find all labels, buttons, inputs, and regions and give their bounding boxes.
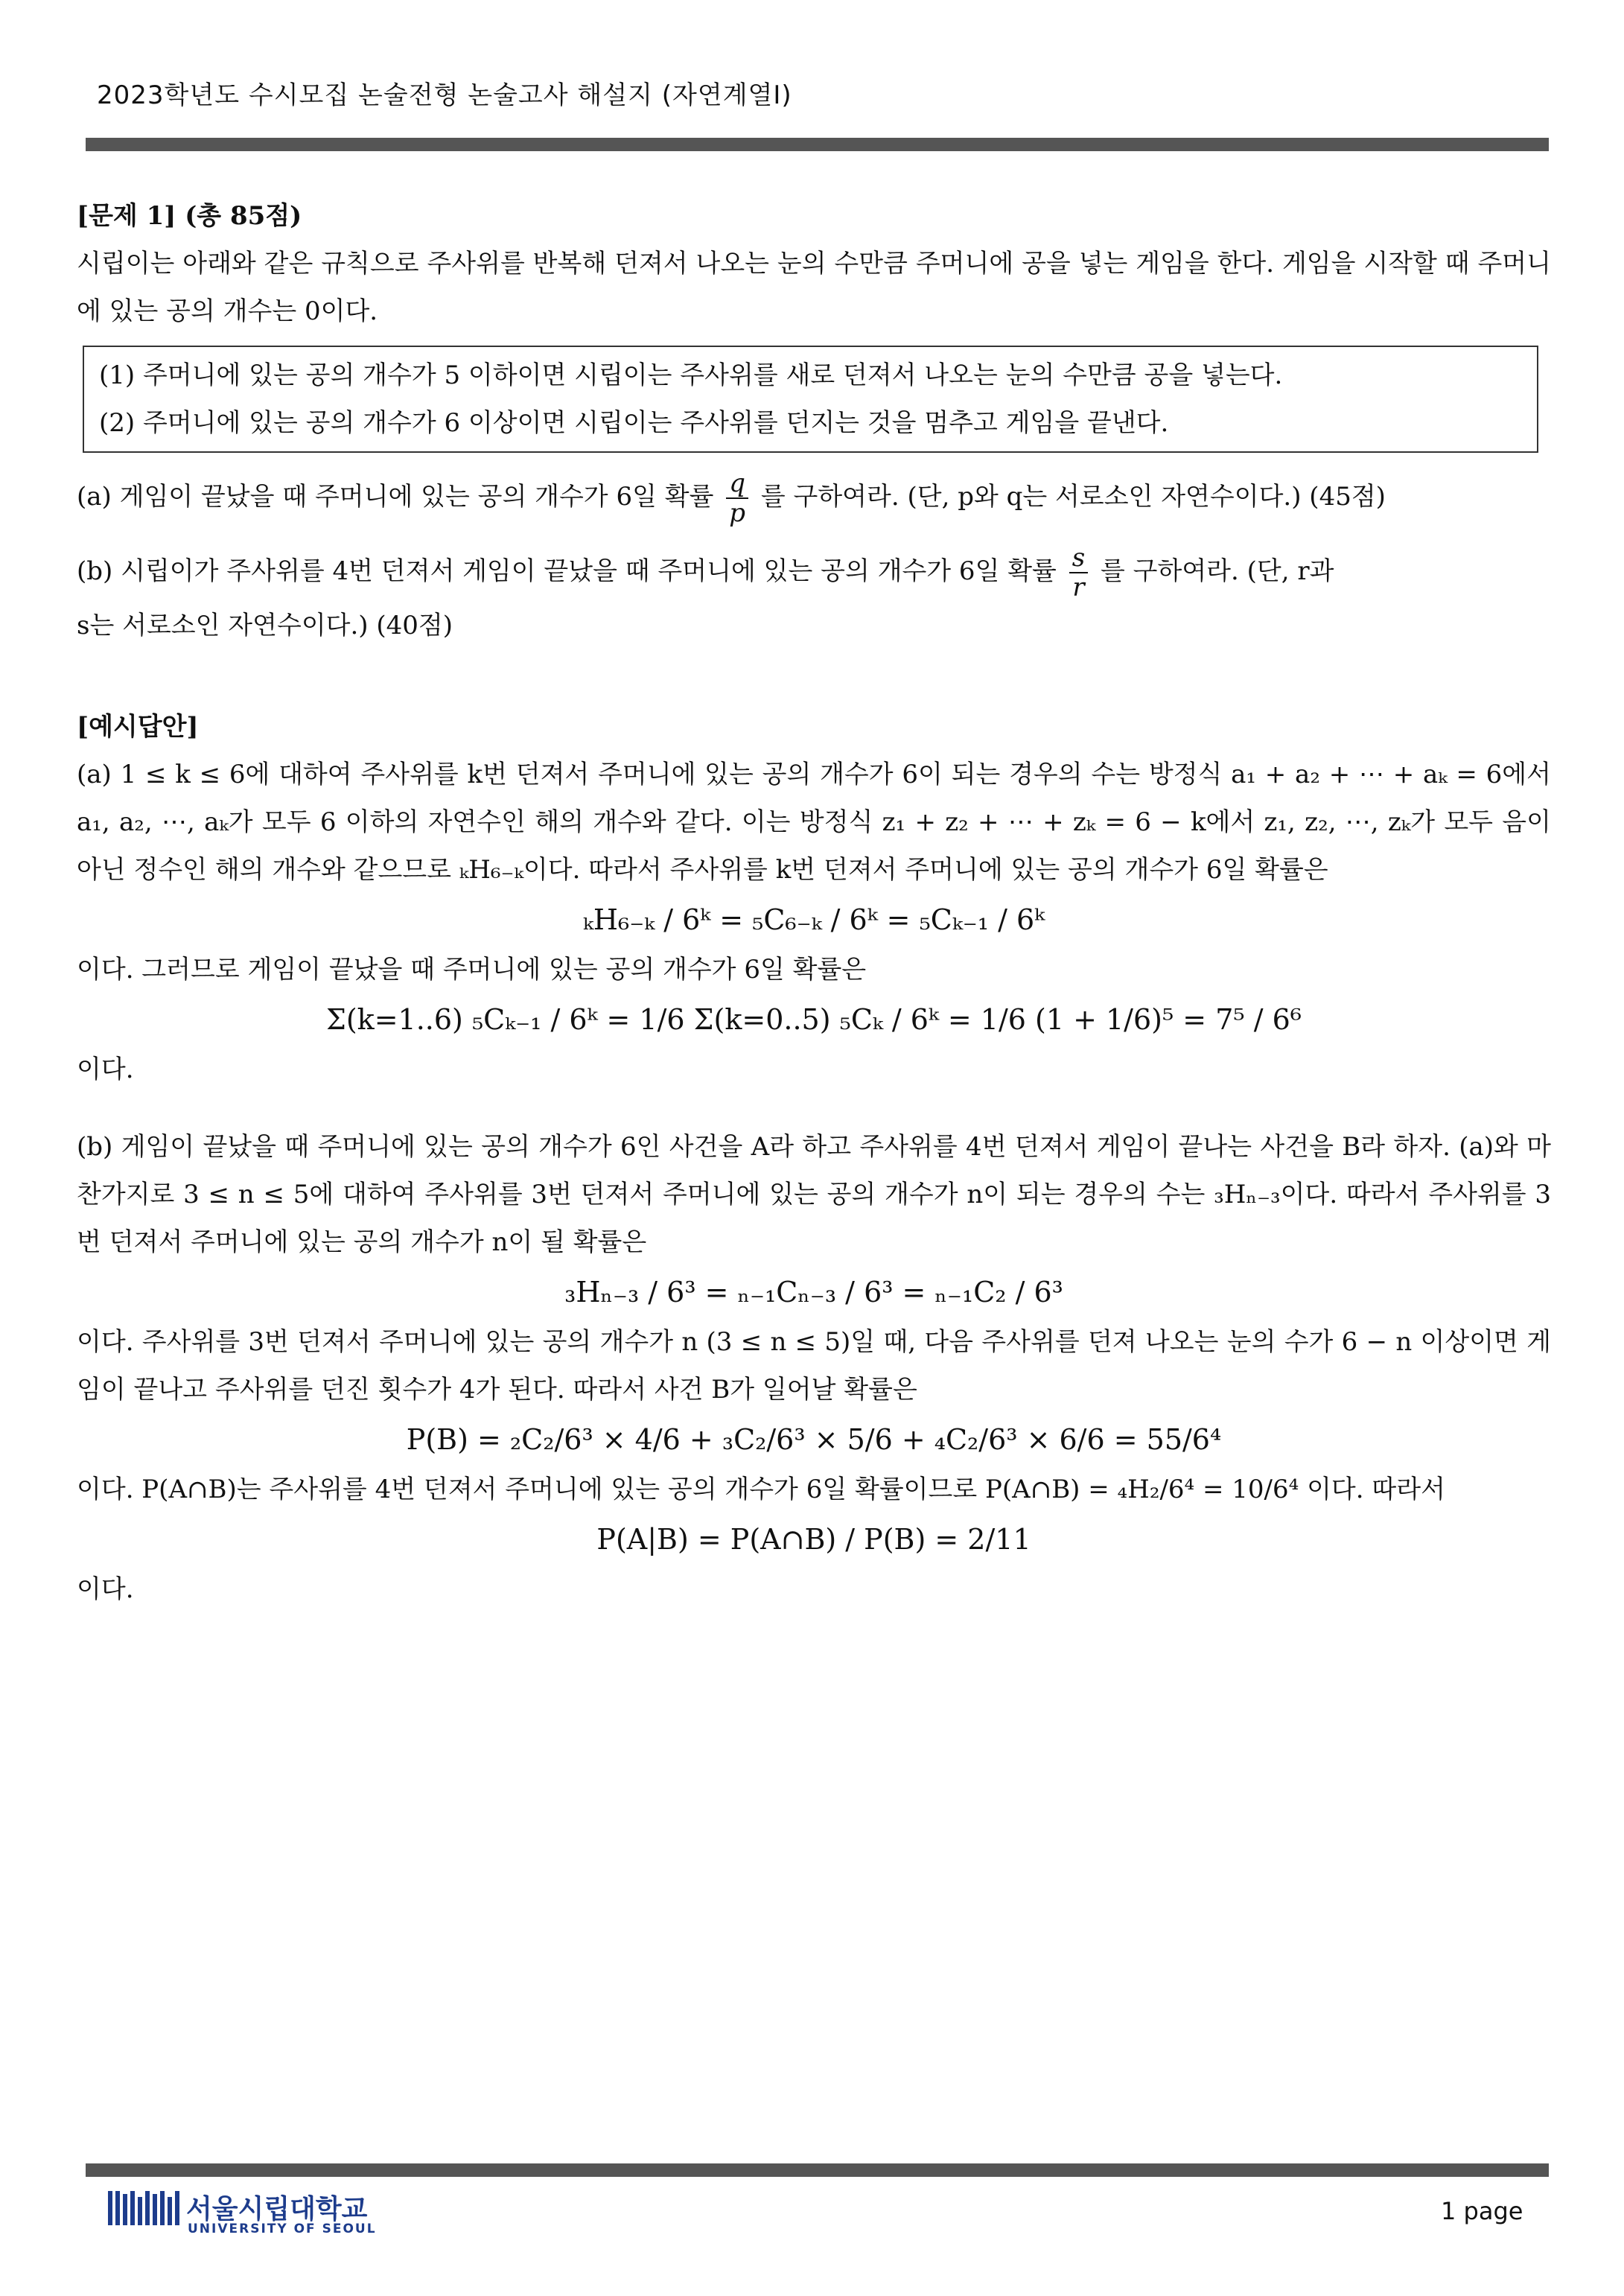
answer-a-equation-1: ₖH₆₋ₖ / 6ᵏ = ₅C₆₋ₖ / 6ᵏ = ₅Cₖ₋₁ / 6ᵏ: [582, 903, 1045, 936]
answer-b-end: 이다.: [77, 1574, 134, 1604]
answer-b-equation-3: P(A|B) = P(A∩B) / P(B) = 2/11: [596, 1523, 1031, 1556]
question-b-text: (b) 시립이가 주사위를 4번 던져서 게임이 끝났을 때 주머니에 있는 공의 개수가 6일 확률: [77, 556, 1057, 586]
footer-rule: [86, 2163, 1549, 2177]
answer-b-equation-1: ₃Hₙ₋₃ / 6³ = ₙ₋₁Cₙ₋₃ / 6³ = ₙ₋₁C₂ / 6³: [564, 1276, 1063, 1308]
answer-a-end: 이다.: [77, 1055, 134, 1084]
question-b-fraction: $\frac{s}{r}$: [1069, 544, 1088, 602]
university-name-korean: 서울시립대학교: [186, 2194, 368, 2225]
answer-a-text: (a) 1 ≤ k ≤ 6에 대하여 주사위를 k번 던져서 주머니에 있는 공의 개수가 6이 되는 경우의 수는 방정식 a₁ + a₂ + ⋯ + aₖ = 6에서 a₁, a₂, ⋯, aₖ가 모두 6 이하의 자연수인 해의 개수와 같다. 이는 방정식 z₁ + z₂ + ⋯ + zₖ = 6 − k에서 z₁, z₂, ⋯, zₖ가 모두 음이 아닌 정수인 해의 개수와 같으므로 ₖH₆₋ₖ이다. 따라서 주사위를 k번 던져서 주머니에 있는 공의 개수가 6일 확률은: [77, 760, 1551, 885]
question-a-fraction: $\frac{q}{p}$: [726, 469, 748, 527]
answer-heading: [예시답안]: [77, 712, 199, 742]
problem-heading: [문제 1] (총 85점): [77, 201, 302, 231]
university-name-english: UNIVERSITY OF SEOUL: [188, 2222, 377, 2236]
problem-intro: 시립이는 아래와 같은 규칙으로 주사위를 반복해 던져서 나오는 눈의 수만큼 주머니에 공을 넣는 게임을 한다. 게임을 시작할 때 주머니에 있는 공의 개수는 0이다.: [77, 249, 1551, 326]
answer-b-mid-2: 이다. P(A∩B)는 주사위를 4번 던져서 주머니에 있는 공의 개수가 6일 확률이므로 P(A∩B) = ₄H₂/6⁴ = 10/6⁴ 이다. 따라서: [77, 1475, 1445, 1504]
question-a-condition: 를 구하여라. (단, p와 q는 서로소인 자연수이다.) (45점): [760, 482, 1386, 512]
rule-1: (1) 주머니에 있는 공의 개수가 5 이하이면 시립이는 주사위를 새로 던져서 나오는 눈의 수만큼 공을 넣는다.: [99, 360, 1283, 390]
answer-a-mid: 이다. 그러므로 게임이 끝났을 때 주머니에 있는 공의 개수가 6일 확률은: [77, 955, 867, 985]
question-a-text: (a) 게임이 끝났을 때 주머니에 있는 공의 개수가 6일 확률: [77, 482, 714, 512]
answer-a-equation-2: Σ(k=1..6) ₅Cₖ₋₁ / 6ᵏ = 1/6 Σ(k=0..5) ₅Cₖ / 6ᵏ = 1/6 (1 + 1/6)⁵ = 7⁵ / 6⁶: [325, 1003, 1302, 1036]
page-number: 1 page: [1441, 2197, 1523, 2225]
question-a: [77, 469, 1551, 527]
question-b: [77, 544, 1551, 602]
answer-b-equation-2: P(B) = ₂C₂/6³ × 4/6 + ₃C₂/6³ × 5/6 + ₄C₂/6³ × 6/6 = 55/6⁴: [406, 1423, 1222, 1456]
answer-b-mid-1: 이다. 주사위를 3번 던져서 주머니에 있는 공의 개수가 n (3 ≤ n ≤ 5)일 때, 다음 주사위를 던져 나오는 눈의 수가 6 − n 이상이면 게임이 끝나고 주사위를 던진 횟수가 4가 된다. 따라서 사건 B가 일어날 확률은: [77, 1327, 1551, 1405]
university-logo-icon: [108, 2191, 179, 2225]
rule-2: (2) 주머니에 있는 공의 개수가 6 이상이면 시립이는 주사위를 던지는 것을 멈추고 게임을 끝낸다.: [99, 408, 1169, 438]
rules-box: [83, 346, 1538, 453]
header-rule: [86, 138, 1549, 151]
document-header-title: 2023학년도 수시모집 논술전형 논술고사 해설지 (자연계열Ⅰ): [97, 80, 792, 110]
question-b-line2: s는 서로소인 자연수이다.) (40점): [77, 611, 453, 640]
question-b-condition: 를 구하여라. (단, r과: [1100, 556, 1334, 586]
document-body: [77, 192, 1551, 1613]
answer-b-text: (b) 게임이 끝났을 때 주머니에 있는 공의 개수가 6인 사건을 A라 하고 주사위를 4번 던져서 게임이 끝나는 사건을 B라 하자. (a)와 마찬가지로 3 ≤ n ≤ 5에 대하여 주사위를 3번 던져서 주머니에 있는 공의 개수가 n이 되는 경우의 수는 ₃Hₙ₋₃이다. 따라서 주사위를 3번 던져서 주머니에 있는 공의 개수가 n이 될 확률은: [77, 1132, 1551, 1257]
